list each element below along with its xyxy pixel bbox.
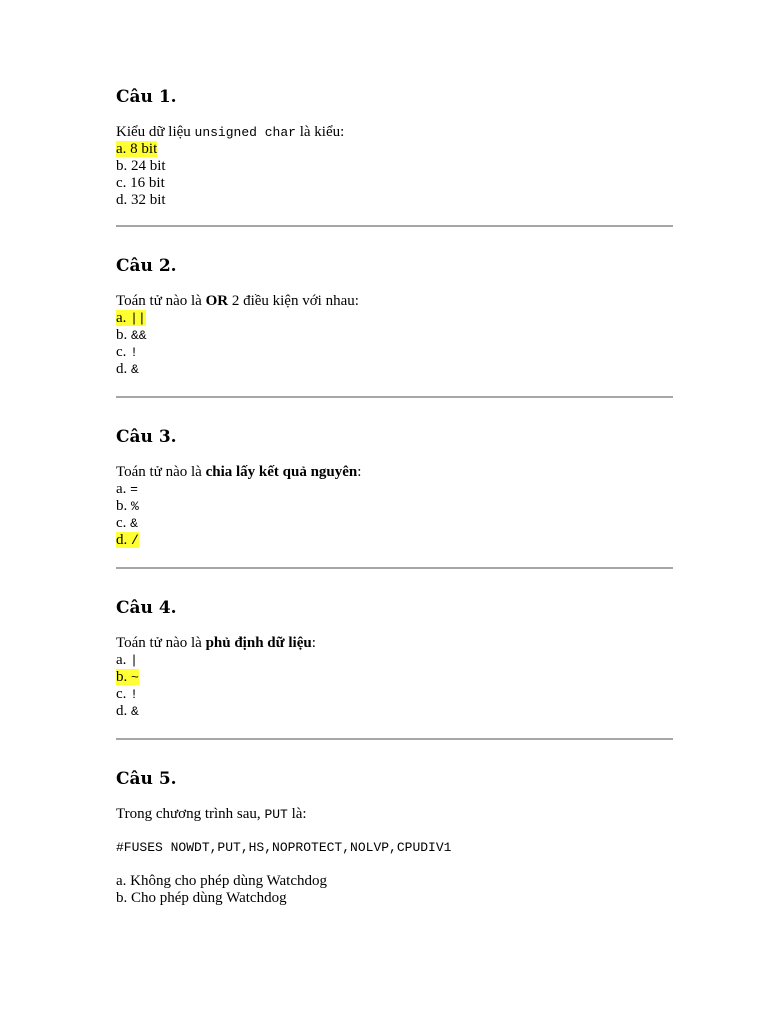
question-4	[116, 598, 673, 720]
stem-text: Toán tử nào là	[116, 293, 206, 309]
stem-bold: OR	[205, 293, 229, 309]
option-prefix: a.	[116, 652, 131, 668]
question-2	[116, 256, 673, 378]
option-prefix: b.	[116, 669, 131, 685]
option-text: =	[130, 482, 138, 497]
option-prefix: d.	[116, 703, 131, 719]
option-b[interactable]	[116, 669, 673, 686]
option-prefix: b.	[116, 890, 131, 906]
option-c[interactable]	[116, 515, 673, 532]
question-title: Câu 1.	[116, 87, 177, 107]
option-d[interactable]	[116, 361, 673, 378]
stem-text: :	[357, 464, 362, 480]
question-title: Câu 4.	[116, 598, 177, 618]
stem-text: 2 điều kiện với nhau:	[228, 293, 359, 309]
option-prefix: b.	[116, 158, 131, 174]
stem-text: Toán tử nào là	[116, 464, 206, 480]
option-b[interactable]	[116, 890, 673, 907]
divider	[116, 225, 673, 227]
option-text: 16 bit	[130, 175, 165, 191]
question-3	[116, 427, 673, 549]
stem-text: Toán tử nào là	[116, 635, 206, 651]
option-prefix: a.	[116, 310, 131, 326]
stem-text: Trong chương trình sau,	[116, 806, 265, 822]
option-d[interactable]	[116, 192, 673, 209]
option-d[interactable]	[116, 532, 673, 549]
question-title: Câu 5.	[116, 769, 177, 789]
stem-text: :	[311, 635, 316, 651]
stem-bold: chia lấy kết quả nguyên	[205, 464, 358, 480]
option-prefix: c.	[116, 515, 131, 531]
option-text: Cho phép dùng Watchdog	[131, 890, 287, 906]
option-text: Không cho phép dùng Watchdog	[130, 873, 327, 889]
question-stem	[116, 293, 673, 310]
stem-code: unsigned char	[194, 125, 296, 140]
option-text: %	[131, 499, 139, 514]
stem-text: Kiểu dữ liệu	[116, 124, 195, 140]
option-prefix: d.	[116, 532, 131, 548]
option-prefix: c.	[116, 175, 131, 191]
divider	[116, 738, 673, 740]
option-prefix: d.	[116, 192, 131, 208]
question-stem	[116, 464, 673, 481]
option-text: ~	[131, 670, 139, 685]
option-text: /	[131, 533, 139, 548]
stem-text: là kiểu:	[295, 124, 345, 140]
option-prefix: b.	[116, 498, 131, 514]
option-c[interactable]	[116, 344, 673, 361]
question-stem	[116, 806, 673, 823]
stem-text: là:	[287, 806, 307, 822]
option-prefix: a.	[116, 873, 131, 889]
option-a[interactable]	[116, 310, 673, 327]
divider	[116, 567, 673, 569]
option-text: &&	[131, 328, 147, 343]
option-text: |	[130, 653, 138, 668]
option-c[interactable]	[116, 175, 673, 192]
option-text: 8 bit	[130, 141, 158, 157]
question-title: Câu 2.	[116, 256, 177, 276]
question-1	[116, 87, 673, 209]
divider	[116, 396, 673, 398]
option-b[interactable]	[116, 158, 673, 175]
option-text: &	[131, 362, 139, 377]
option-prefix: a.	[116, 481, 131, 497]
stem-bold: phủ định dữ liệu	[205, 635, 312, 651]
stem-code: PUT	[264, 807, 288, 822]
option-a[interactable]	[116, 141, 673, 158]
code-snippet: #FUSES NOWDT,PUT,HS,NOPROTECT,NOLVP,CPUDIV1	[116, 840, 452, 855]
option-prefix: c.	[116, 344, 131, 360]
option-text: &	[131, 704, 139, 719]
option-text: !	[130, 687, 138, 702]
option-b[interactable]	[116, 327, 673, 344]
option-a[interactable]	[116, 873, 673, 890]
option-a[interactable]	[116, 652, 673, 669]
option-d[interactable]	[116, 703, 673, 720]
option-c[interactable]	[116, 686, 673, 703]
question-stem	[116, 124, 673, 141]
option-a[interactable]	[116, 481, 673, 498]
option-prefix: d.	[116, 361, 131, 377]
option-text: ||	[130, 311, 146, 326]
option-prefix: b.	[116, 327, 131, 343]
option-prefix: c.	[116, 686, 131, 702]
option-text: !	[130, 345, 138, 360]
option-b[interactable]	[116, 498, 673, 515]
option-text: 24 bit	[131, 158, 166, 174]
option-text: 32 bit	[131, 192, 166, 208]
question-stem	[116, 635, 673, 652]
question-title: Câu 3.	[116, 427, 177, 447]
question-5	[116, 769, 673, 907]
option-text: &	[130, 516, 138, 531]
option-prefix: a.	[116, 141, 131, 157]
